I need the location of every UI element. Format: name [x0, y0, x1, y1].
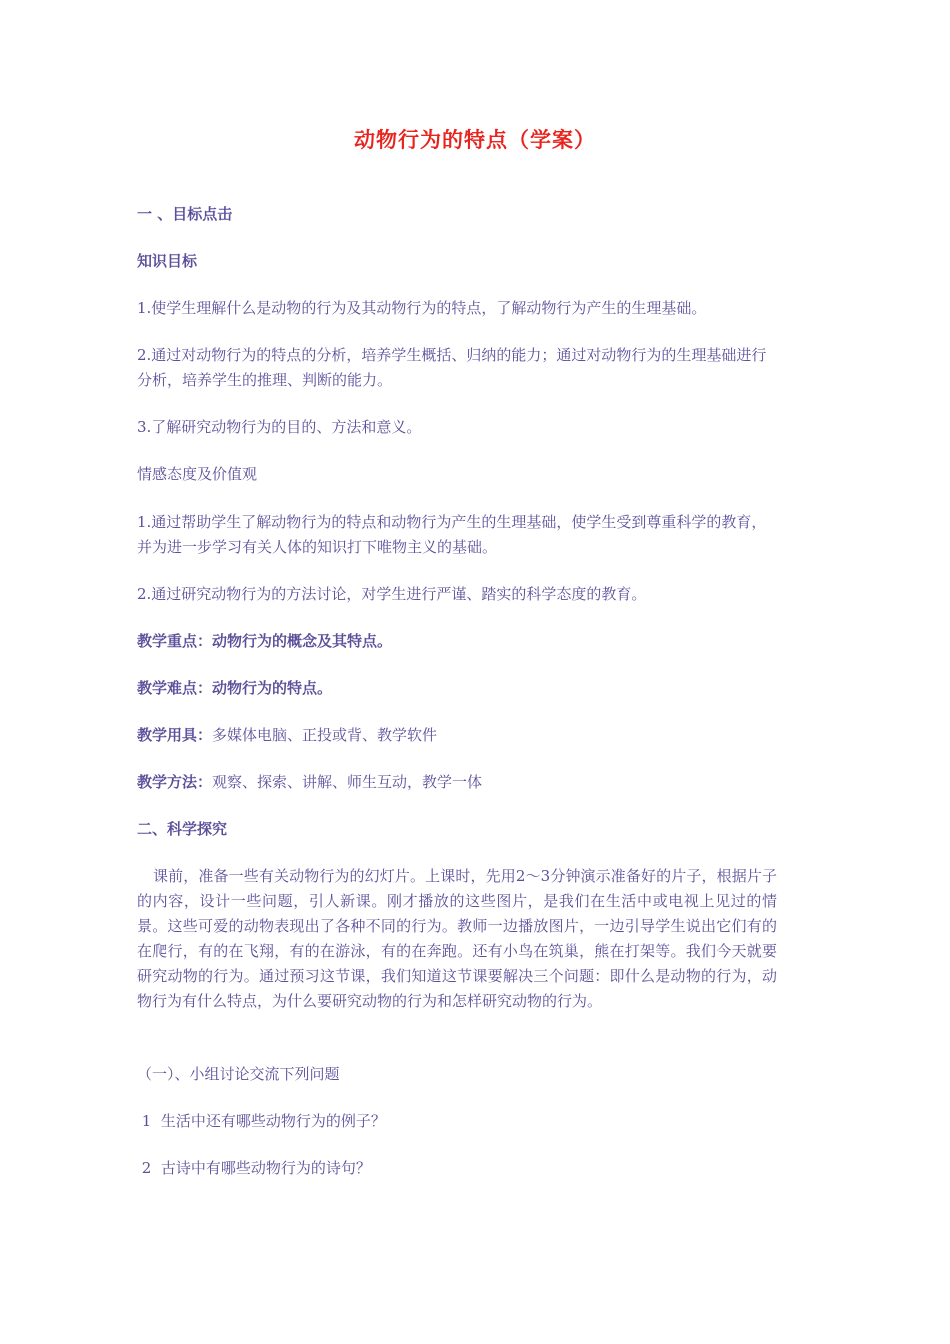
difficult-point: 教学难点：动物行为的特点。	[137, 679, 333, 697]
intro-paragraph: 课前，准备一些有关动物行为的幻灯片。上课时，先用2～3分钟演示准备好的片子，根据片子的内容，设计一些问题，引人新课。刚才播放的这些图片，是我们在生活中或电视上见过的情景。这些可爱的动物表现出了各种不同的行为。教师一边播放图片，一边引导学生说出它们有的在爬行，有的在飞翔，有的在游泳，有的在奔跑。还有小鸟在筑巢，熊在打架等。我们今天就要研究动物的行为。通过预习这节课，我们知道这节课要解决三个问题：即什么是动物的行为，动物行为有什么特点，为什么要研究动物的行为和怎样研究动物的行为。	[137, 867, 777, 1010]
knowledge-item-2: 2.通过对动物行为的特点的分析，培养学生概括、归纳的能力；通过对动物行为的生理基础进行分析，培养学生的推理、判断的能力。	[137, 346, 767, 389]
knowledge-heading: 知识目标	[137, 252, 198, 270]
tools-label: 教学用具：	[137, 726, 213, 744]
document-title: 动物行为的特点（学案）	[354, 127, 596, 152]
discussion-heading: （一）、小组讨论交流下列问题	[137, 1065, 340, 1083]
emotion-item-2: 2.通过研究动物行为的方法讨论，对学生进行严谨、踏实的科学态度的教育。	[137, 585, 647, 603]
key-point: 教学重点：动物行为的概念及其特点。	[137, 632, 393, 650]
section1-heading: 一 、目标点击	[137, 205, 233, 223]
section2-heading: 二、科学探究	[137, 820, 228, 838]
question-1: 1 生活中还有哪些动物行为的例子？	[137, 1112, 386, 1130]
knowledge-item-3: 3.了解研究动物行为的目的、方法和意义。	[137, 418, 422, 436]
methods-value: 观察、探索、讲解、师生互动，教学一体	[212, 773, 483, 791]
emotion-item-1: 1.通过帮助学生了解动物行为的特点和动物行为产生的生理基础，使学生受到尊重科学的教育，并为进一步学习有关人体的知识打下唯物主义的基础。	[137, 513, 767, 556]
methods-line	[137, 770, 777, 795]
tools-value: 多媒体电脑、正投或背、教学软件	[212, 726, 438, 744]
question-2: 2 古诗中有哪些动物行为的诗句？	[137, 1159, 371, 1177]
emotion-heading: 情感态度及价值观	[137, 465, 258, 483]
tools-line	[137, 723, 777, 748]
knowledge-item-1: 1.使学生理解什么是动物的行为及其动物行为的特点，了解动物行为产生的生理基础。	[137, 299, 707, 317]
methods-label: 教学方法：	[137, 773, 213, 791]
